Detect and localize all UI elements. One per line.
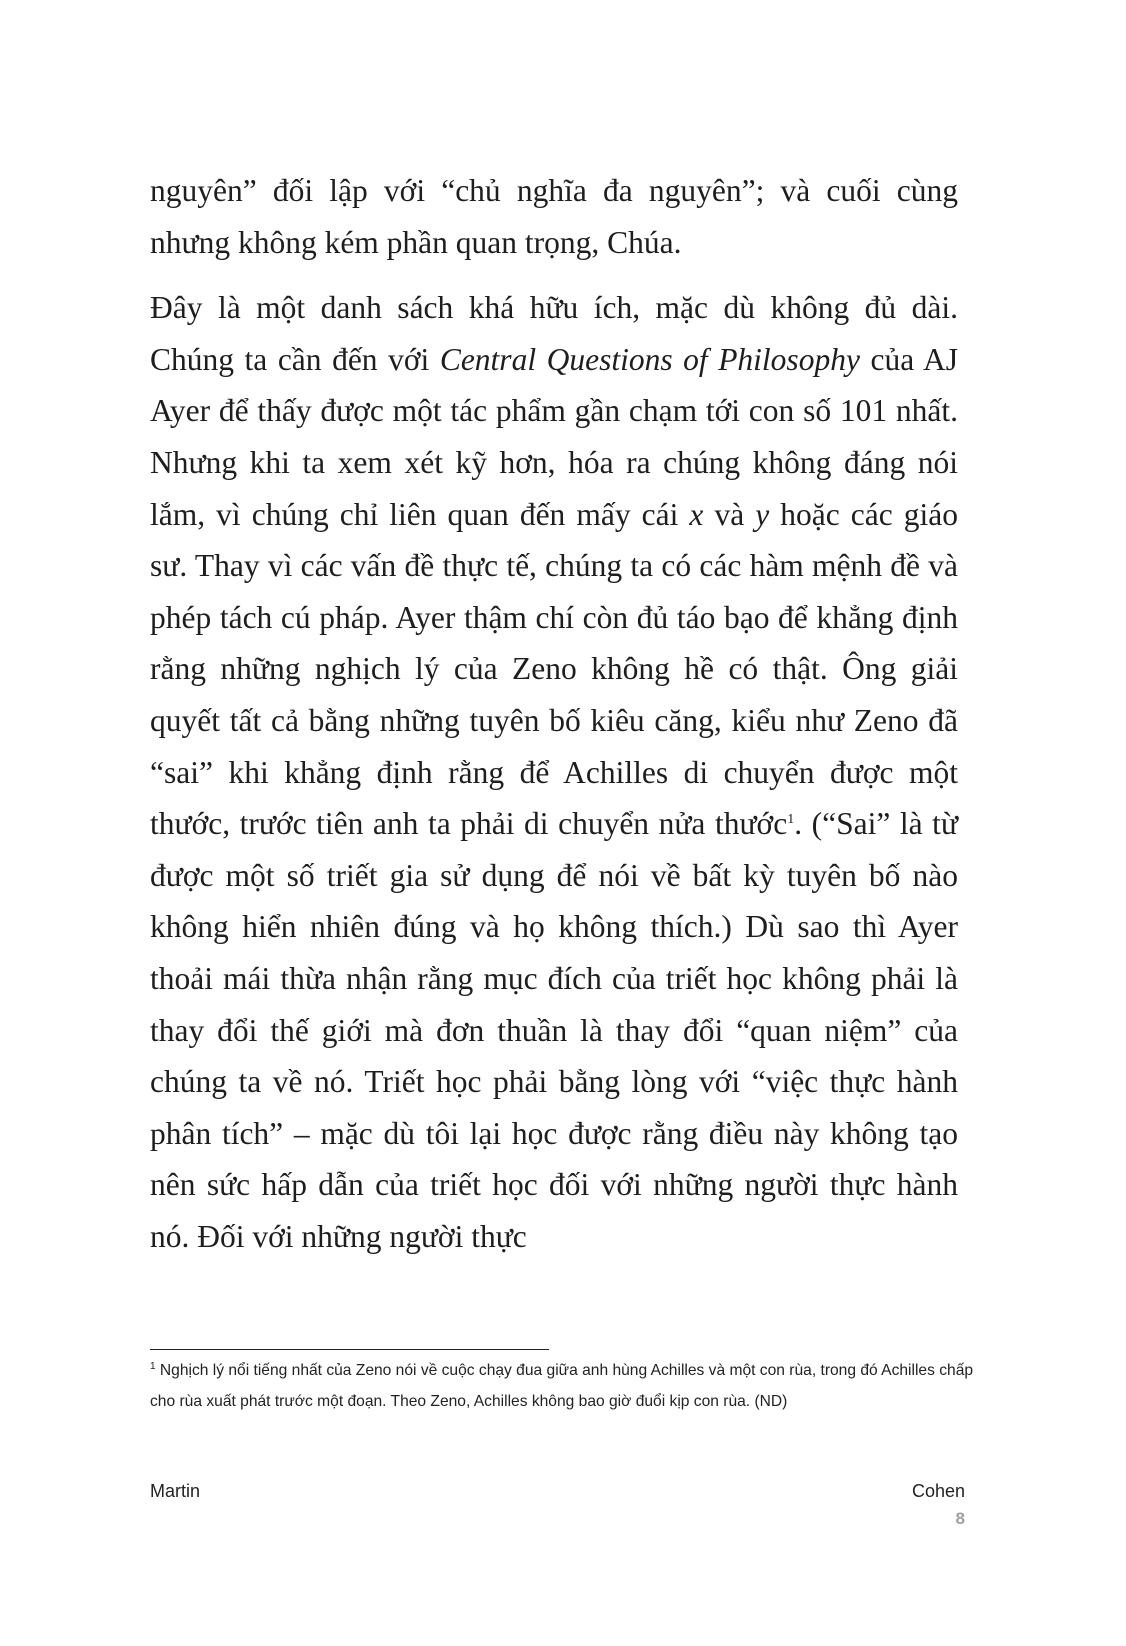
footer-author-last: Cohen [911, 1481, 965, 1501]
paragraph-2 [150, 282, 958, 1262]
footnote-text: Nghịch lý nổi tiếng nhất của Zeno nói về cuộc chạy đua giữa anh hùng Achilles và một con rùa, trong đó Achilles chấp cho rùa xuất phát trước một đoạn. Theo Zeno, Achilles không bao giờ đuổi kịp con rùa. (ND) [150, 1362, 974, 1410]
footnote-divider [150, 1349, 549, 1350]
variable-x-italic: x [689, 496, 704, 532]
paragraph-2-text-c: và [703, 496, 756, 532]
paragraph-2-text-e: . (“Sai” là từ được một số triết gia sử dụng để nói về bất kỳ tuyên bố nào không hiển nhiên đúng và họ không thích.) Dù sao thì Ayer thoải mái thừa nhận rằng mục đích của triết học không phải là thay đổi thế giới mà đơn thuần là thay đổi “quan niệm” của chúng ta về nó. Triết học phải bằng lòng với “việc thực hành phân tích” – mặc dù tôi lại học được rằng điều này không tạo nên sức hấp dẫn của triết học đối với những người thực hành nó. Đối với những người thực [150, 806, 958, 1254]
body-text [150, 165, 958, 1262]
footnote-mark: 1 [150, 1361, 156, 1372]
book-title-italic: Central Questions of Philosophy [439, 341, 860, 377]
paragraph-2-text-d: hoặc các giáo sư. Thay vì các vấn đề thực tế, chúng ta có các hàm mệnh đề và phép tách cú pháp. Ayer thậm chí còn đủ táo bạo để khẳng định rằng những nghịch lý của Zeno không hề có thật. Ông giải quyết tất cả bằng những tuyên bố kiêu căng, kiểu như Zeno đã “sai” khi khẳng định rằng để Achilles di chuyển được một thước, trước tiên anh ta phải di chuyển nửa thước [150, 496, 958, 842]
footnote-reference: 1 [787, 812, 795, 828]
variable-y-italic: y [755, 496, 770, 532]
paragraph-1-text: nguyên” đối lập với “chủ nghĩa đa nguyên”; và cuối cùng nhưng không kém phần quan trọng, Chúa. [150, 173, 958, 260]
paragraph-2-text-b: của AJ Ayer để thấy được một tác phẩm gần chạm tới con số 101 nhất. Nhưng khi ta xem xét kỹ hơn, hóa ra chúng không đáng nói lắm, vì chúng chỉ liên quan đến mấy cái [150, 341, 958, 532]
footnote [150, 1355, 980, 1417]
footer-author-first: Martin [150, 1481, 201, 1501]
paragraph-1 [150, 165, 958, 268]
page-number: 8 [955, 1509, 965, 1528]
paragraph-2-text-a: Đây là một danh sách khá hữu ích, mặc dù không đủ dài. Chúng ta cần đến với [150, 290, 958, 377]
